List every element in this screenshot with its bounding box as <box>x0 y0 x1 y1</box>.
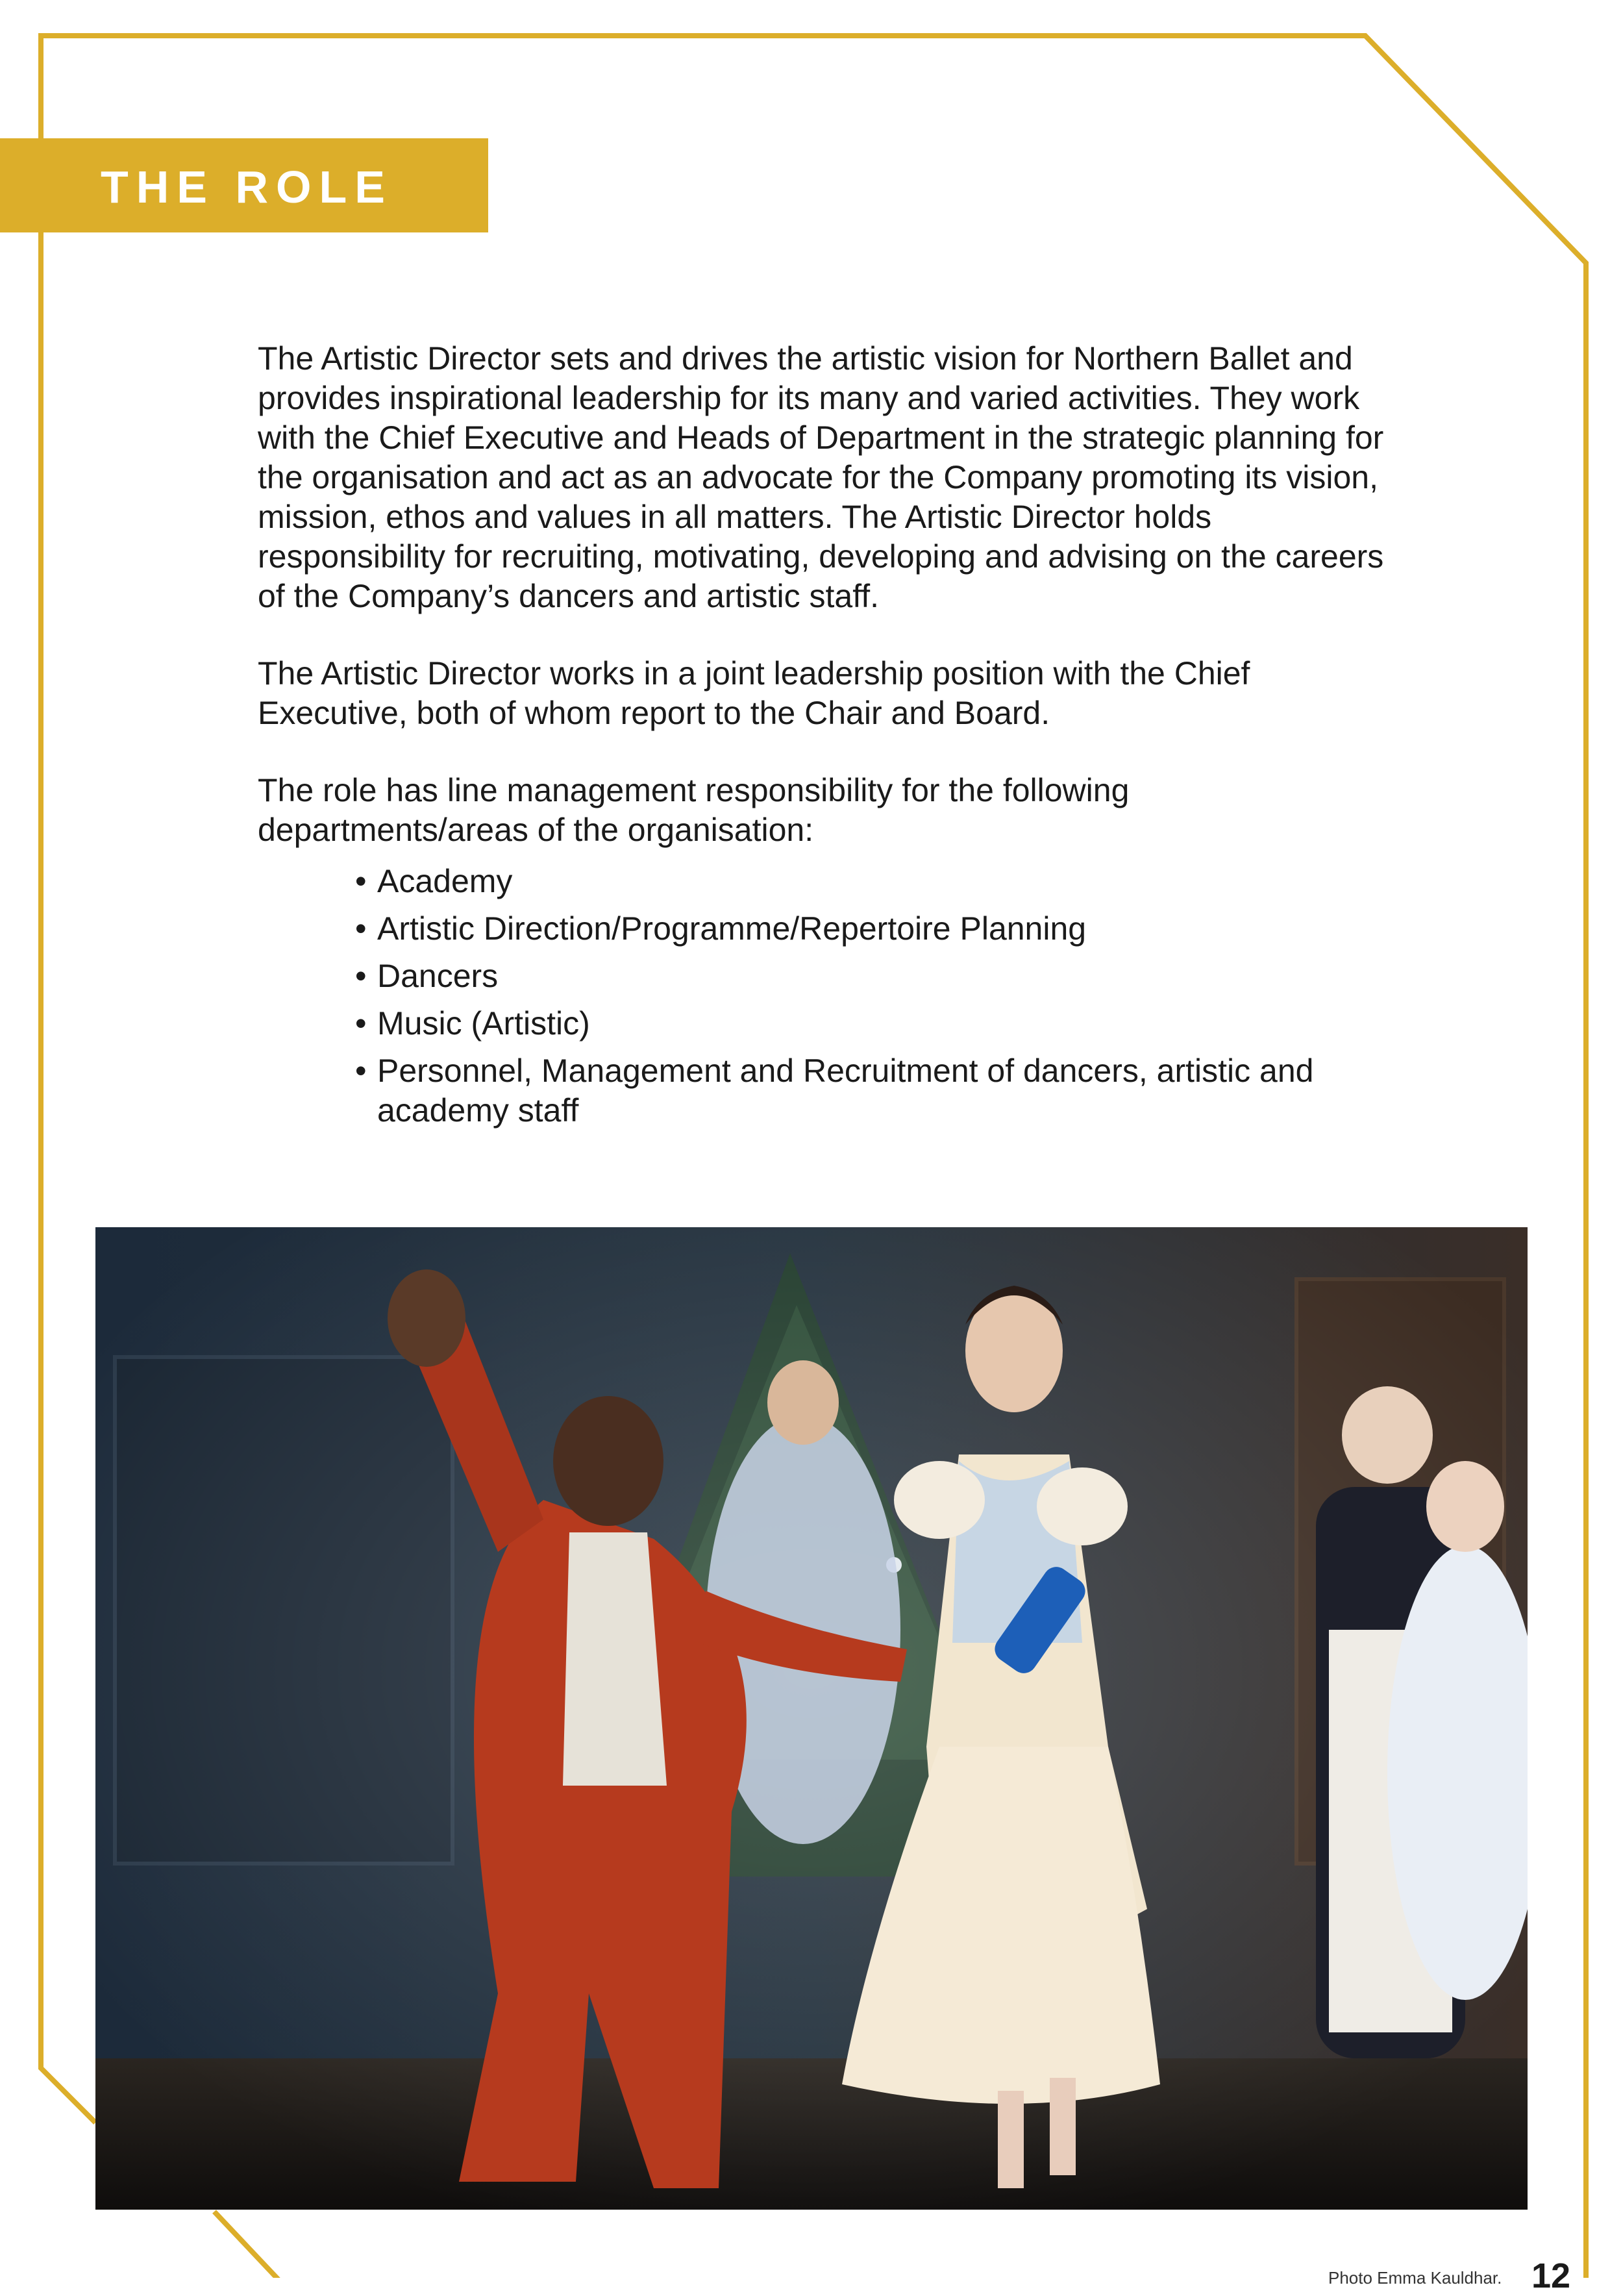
bullet-icon: • <box>355 1005 367 1042</box>
department-label: Music (Artistic) <box>377 1005 590 1042</box>
list-item <box>355 1004 1400 1043</box>
role-description <box>258 339 1400 1138</box>
paragraph-vision: The Artistic Director sets and drives the artistic vision for Northern Ballet and provides inspirational leadership for its many and varied activities. They work with the Chief Executive and Heads of Department in the strategic planning for the organisation and act as an advocate for the Company promoting its vision, mission, ethos and values in all matters. The Artistic Director holds responsibility for recruiting, motivating, developing and advising on the careers of the Company’s dancers and artistic staff. <box>258 340 1384 614</box>
photo-illustration <box>95 1227 1528 2210</box>
department-label: Academy <box>377 863 513 899</box>
bullet-icon: • <box>355 958 367 994</box>
list-item <box>355 909 1400 949</box>
list-item <box>355 956 1400 996</box>
list-item <box>355 1051 1400 1130</box>
department-label: Dancers <box>377 958 499 994</box>
bullet-icon: • <box>355 1053 367 1089</box>
departments-list <box>258 862 1400 1130</box>
department-label: Personnel, Management and Recruitment of dancers, artistic and academy staff <box>377 1053 1314 1129</box>
ballet-stage-photo <box>95 1227 1528 2210</box>
department-label: Artistic Direction/Programme/Repertoire Planning <box>377 910 1087 947</box>
bullet-icon: • <box>355 910 367 947</box>
page-number: 12 <box>1531 2256 1571 2295</box>
photo-credit: Photo Emma Kauldhar. <box>1328 2268 1502 2288</box>
paragraph-joint-leadership: The Artistic Director works in a joint leadership position with the Chief Executive, both of whom report to the Chair and Board. <box>258 655 1250 731</box>
section-title: THE ROLE <box>101 162 393 212</box>
bullet-icon: • <box>355 863 367 899</box>
paragraph-line-management: The role has line management responsibility for the following departments/areas of the organisation: <box>258 772 1130 848</box>
list-item <box>355 862 1400 901</box>
